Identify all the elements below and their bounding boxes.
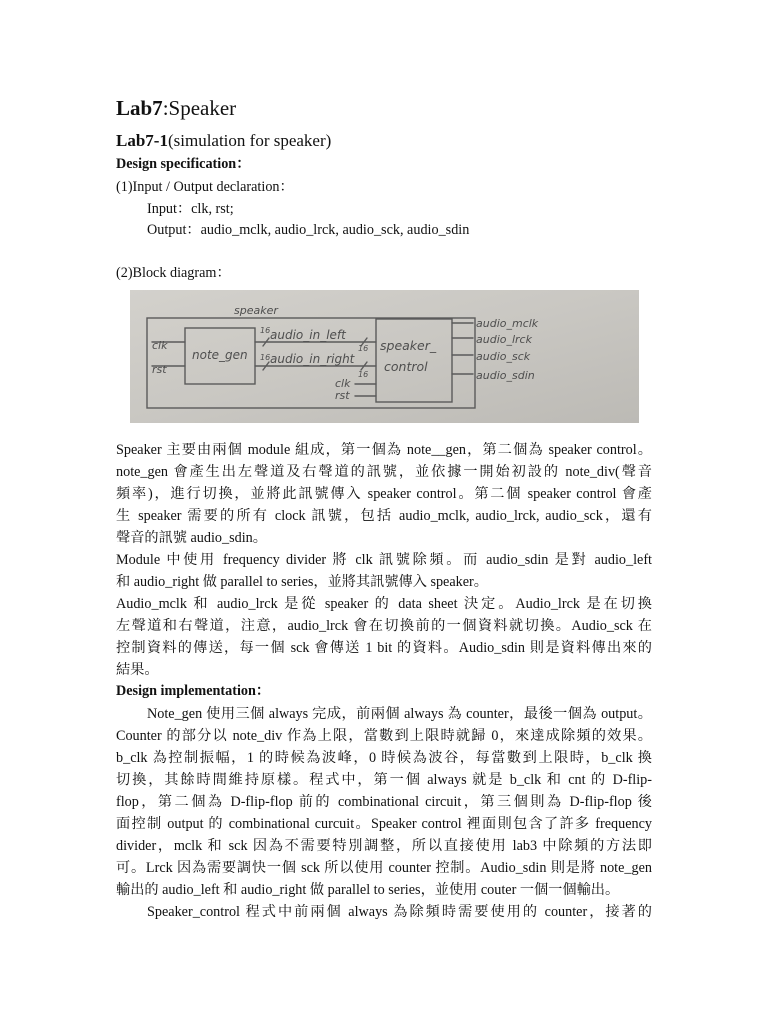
impl-heading: Design implementation： [116, 683, 271, 699]
impl-line: divider，mclk 和 sck 因為不需要特別調整，所以直接使用 lab3 中除頻的方法即 [116, 838, 652, 854]
width-label-2: 16 [260, 353, 271, 362]
section-number: Lab7-1 [116, 131, 168, 150]
note-gen-label: note_gen [192, 348, 248, 362]
impl-line: Counter 的部分以 note_div 作為上限，當數到上限時就歸 0，來達成除頻的效果。 [116, 728, 652, 744]
para1-line: 聲音的訊號 audio_sdin。 [116, 530, 267, 546]
ctrl-clk-label: clk [335, 377, 351, 390]
para1-line: Audio_mclk 和 audio_lrck 是從 speaker 的 data sheet 決定。Audio_lrck 是在切換 [116, 596, 652, 612]
io-heading: (1)Input / Output declaration： [116, 179, 294, 195]
lab-name: :Speaker [162, 96, 237, 120]
impl-line: 可。Lrck 因為需要調快一個 sck 所以使用 counter 控制。Audio_sdin 則是將 note_gen [116, 860, 652, 876]
para1-line: note_gen 會產生出左聲道及右聲道的訊號，並依據一開始初設的 note_div(聲音 [116, 464, 652, 480]
para1-line: 和 audio_right 做 parallel to series，並將其訊號傳入 speaker。 [116, 574, 488, 590]
width-label-1: 16 [260, 326, 271, 335]
spec-heading: Design specification： [116, 156, 251, 172]
input-declaration: Input：clk, rst; [147, 201, 234, 217]
out-mclk-label: audio_mclk [476, 317, 539, 330]
control-label-line2: control [384, 359, 428, 374]
clk-input-label: clk [152, 339, 168, 352]
control-label-line1: speaker_ [380, 338, 437, 353]
output-declaration: Output：audio_mclk, audio_lrck, audio_sck, audio_sdin [147, 222, 470, 238]
out-sck-label: audio_sck [476, 350, 531, 363]
module-label: speaker [234, 304, 278, 317]
impl-line: b_clk 為控制振幅，1 的時候為波峰，0 時候為波谷，每當數到上限時，b_clk 換 [116, 750, 652, 766]
para1-line: 左聲道和右聲道，注意，audio_lrck 會在切換前的一個資料就切換。Audio_sck 在 [116, 618, 652, 634]
impl-line: Note_gen 使用三個 always 完成，前兩個 always 為 counter，最後一個為 output。 [147, 706, 652, 722]
lab-number: Lab7 [116, 96, 163, 120]
para1-line: 控制資料的傳送，每一個 sck 會傳送 1 bit 的資料。Audio_sdin 則是資料傳出來的 [116, 640, 652, 656]
out-sdin-label: audio_sdin [476, 369, 535, 382]
para1-line: Module 中使用 frequency divider 將 clk 訊號除頻。而 audio_sdin 是對 audio_left [116, 552, 652, 568]
rst-input-label: rst [152, 363, 167, 376]
impl-line: flop，第二個為 D-flip-flop 前的 combinational circuit，第三個則為 D-flip-flop 後 [116, 794, 652, 810]
wire-left-label: audio_in_left [270, 328, 346, 342]
block-diagram-heading: (2)Block diagram： [116, 265, 231, 281]
impl-line: 切換，其餘時間維持原樣。程式中，第一個 always 就是 b_clk 和 cnt 的 D-flip- [116, 772, 652, 788]
ctrl-rst-label: rst [335, 389, 350, 402]
para1-line: 生 speaker 需要的所有 clock 訊號，包括 audio_mclk, audio_lrck, audio_sck，還有 [116, 508, 652, 524]
impl-line: Speaker_control 程式中前兩個 always 為除頻時需要使用的 counter，接著的 [147, 904, 652, 920]
out-lrck-label: audio_lrck [476, 333, 532, 346]
wire-right-label: audio_in_right [270, 352, 355, 366]
impl-line: 輸出的 audio_left 和 audio_right 做 parallel to series，並使用 couter 一個一個輸出。 [116, 882, 620, 898]
para1-line: 頻率)，進行切換，並將此訊號傳入 speaker control。第二個 speaker control 會產 [116, 486, 652, 502]
page-title [116, 96, 236, 121]
width-label-3: 16 [358, 344, 369, 353]
width-label-4: 16 [358, 370, 369, 379]
block-diagram-photo [130, 290, 639, 423]
para1-line: Speaker 主要由兩個 module 組成，第一個為 note__gen，第二個為 speaker control。 [116, 442, 652, 458]
section-title [116, 131, 331, 151]
para1-line: 結果。 [116, 662, 159, 678]
section-name: (simulation for speaker) [167, 131, 332, 150]
impl-line: 面控制 output 的 combinational curcuit。Speaker control 裡面則包含了許多 frequency [116, 816, 652, 832]
